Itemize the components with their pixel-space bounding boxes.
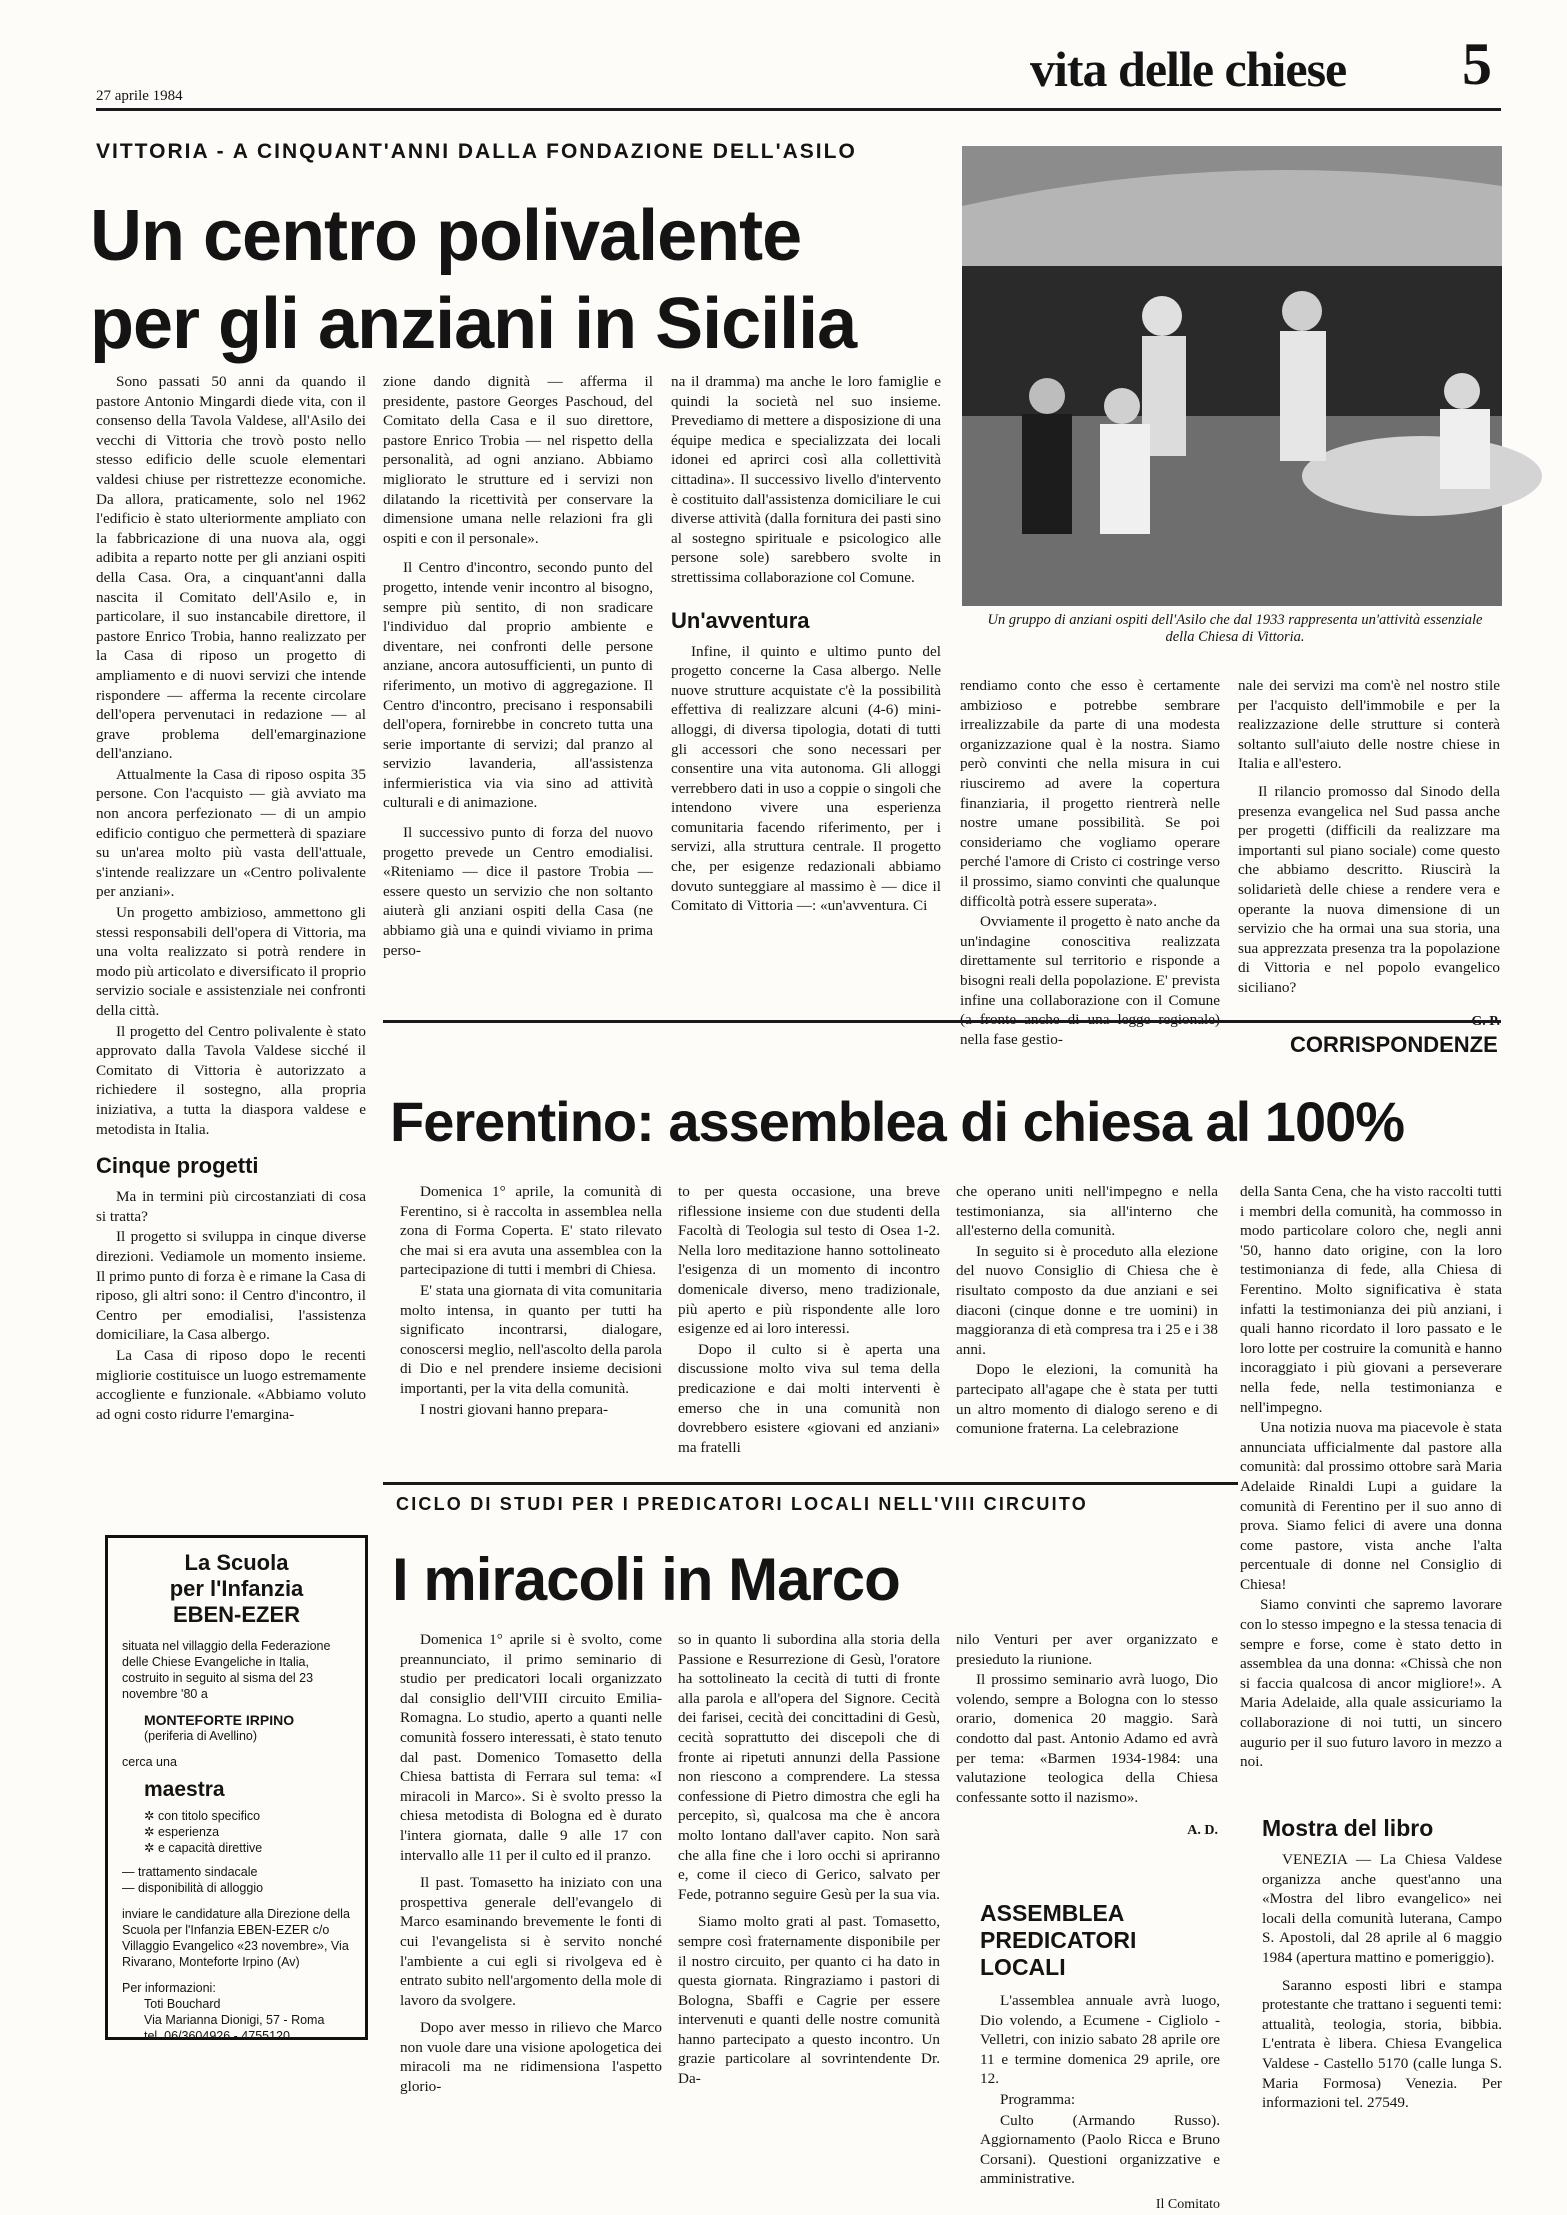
paragraph: Il Centro d'incontro, secondo punto del progetto, intende venir incontro al bisogno, sempre più sentito, di non sradicare l'individuo dal proprio ambiente e diventare, nei confronti delle persone anziane, ancora autosufficienti, un punto di riferimento, un motivo di aggregazione. Il Centro d'incontro, precisano i responsabili dell'opera, fornirebbe in concreto tutta una serie importante di servizi; dal pranzo al servizio lavanderia, all'assistenza infermieristica via via sino ad attività culturali e di animazione. (383, 559, 653, 812)
header-rule (96, 108, 1501, 111)
section-title: vita delle chiese (1030, 41, 1347, 97)
assemblea-body (980, 1991, 1220, 2215)
ad-title-line1: La Scuola (184, 1550, 289, 1575)
issue-date: 27 aprile 1984 (96, 88, 183, 104)
asterisk-icon: ✲ (144, 1809, 158, 1823)
paragraph: Sono passati 50 anni da quando il pastore Antonio Mingardi diede vita, con il consenso della Tavola Valdese, all'Asilo dei vecchi di Vittoria che trovò posto nello stesso edificio delle scuole elementari valdesi chiuse per ristrettezze economiche. Da allora, praticamente, solo nel 1962 l'edificio è stato ulteriormente ampliato con la fabbricazione di una nuova ala, oggi adibita a reparto notte per gli anziani ospiti della Casa. Ora, a cinquant'anni dalla nascita il Comitato dell'Asilo e, in particolare, il suo instancabile direttore, il pastore Enrico Trobia, hanno realizzato per la Casa di riposo un progetto di ampliamento e di nuovi servizi che intende rispondere — afferma la recente circolare dell'opera pervenutaci in redazione — al grave problema dell'emarginazione dell'anziano. (96, 373, 366, 763)
article1-column-5 (1238, 676, 1500, 1031)
paragraph: nale dei servizi ma com'è nel nostro stile per l'acquisto dell'immobile e per la realizzazione delle strutture si conterà soltanto sull'aiuto delle nostre chiese in Italia e all'estero. (1238, 677, 1500, 773)
paragraph: VENEZIA — La Chiesa Valdese organizza anche quest'anno una «Mostra del libro evangelico» nei locali della comunità luterana, Campo S. Apostoli, dal 28 aprile al 6 maggio 1984 (apertura mattino e pomeriggio). (1262, 1851, 1502, 1966)
article1-title-line1: Un centro polivalente (90, 196, 802, 276)
article1-kicker: VITTORIA - A CINQUANT'ANNI DALLA FONDAZIONE DELL'ASILO (96, 140, 857, 163)
paragraph: Un progetto ambizioso, ammettono gli stessi responsabili dell'opera di Vittoria, ma una volta realizzato si potrà rendere in modo più articolato e diversificato il proprio servizio sociale e assistenziale nei confronti della città. (96, 904, 366, 1019)
assemblea-box (980, 1900, 1220, 2215)
article2-title: Ferentino: assemblea di chiesa al 100% (390, 1090, 1405, 1153)
paragraph: rendiamo conto che esso è certamente ambizioso e potrebbe sembrare irrealizzabile da parte di una modesta organizzazione qual è la nostra. Siamo però convinti che nella misura in cui riusciremo ad avere la copertura finanziaria, il progetto rientrerà nelle nostre umane possibilità. Se poi consideriamo che vogliamo operare perché l'amore di Cristo ci costringe verso il prossimo, siamo convinti che qualunque difficoltà potrà essere superata». (960, 677, 1220, 910)
article2-column-4 (1240, 1182, 1502, 1773)
ad-role: maestra (144, 1778, 225, 1801)
article1-column-1 (96, 372, 366, 1425)
assemblea-title-line2: PREDICATORI LOCALI (980, 1927, 1137, 1980)
ad-send-instructions: inviare le candidature alla Direzione della Scuola per l'Infanzia EBEN-EZER c/o Villaggio Evangelico «23 novembre», Via Rivarano, Monteforte Irpino (Av) (122, 1907, 350, 1969)
subhead-un-avventura: Un'avventura (671, 607, 810, 633)
paragraph: La Casa di riposo dopo le recenti migliorie costituisce un luogo estremamente accogliente e funzionale. «Abbiamo voluto ad ogni costo ridurre l'emargina- (96, 1346, 366, 1423)
ad-requirement-2: ✲ esperienza (144, 1825, 220, 1839)
paragraph: E' stata una giornata di vita comunitaria molto intensa, in quanto per tutti ha significato incontrarsi, dialogare, conoscersi meglio, nell'ascolto della parola di Dio e nel prendere insieme decisioni importanti, per la vita della comunità. (400, 1281, 662, 1397)
article3-column-3 (956, 1630, 1218, 1841)
article2-section-label: CORRISPONDENZE (1290, 1032, 1498, 1057)
paragraph: Infine, il quinto e ultimo punto del progetto concerne la Casa albergo. Nelle nuove strutture acquistate c'è la possibilità effettiva di realizzare alcuni (4-6) mini-alloggi, di diversa tipologia, dotati di tutti gli accessori che sono necessari per consentire una vita autonoma. Gli alloggi verrebbero dati in uso a coppie o singoli che intendono vivere una esperienza comunitaria facendo riferimento, per i servizi, alla struttura centrale. Il progetto che, per esigenze redazionali abbiamo dovuto sunteggiare al massimo è — dice il Comitato di Vittoria —: «un'avventura. Ci (671, 642, 941, 915)
paragraph: Saranno esposti libri e stampa protestante che trattano i seguenti temi: attualità, teologia, storia, bibbia. L'entrata è libera. Chiesa Evangelica Valdese - Castello 5170 (calle lunga S. Maria Formosa) Venezia. Per informazioni tel. 27549. (1262, 1976, 1502, 2112)
paragraph: nilo Venturi per aver organizzato e presieduto la riunione. (956, 1631, 1218, 1668)
article2-column-2 (678, 1182, 940, 1458)
article1-column-4 (960, 676, 1220, 1050)
article3-column-2 (678, 1630, 940, 2090)
article1-title-line2: per gli anziani in Sicilia (90, 284, 857, 364)
paragraph: Siamo convinti che sapremo lavorare con lo stesso impegno e la stessa tenacia di sempre e forse, come è stato detto in assemblea da una donna: «Chissà che non si faccia qualcosa di ancor migliore!». A Maria Adelaide, alla quale assicuriamo la collaborazione di noi tutti, un sincero augurio per il suo futuro lavoro in mezzo a noi. (1240, 1596, 1502, 1771)
article2-column-3 (956, 1182, 1218, 1440)
paragraph: Il rilancio promosso dal Sinodo della presenza evangelica nel Sud passa anche per progetti (difficili da realizzare ma importanti sul piano sociale) come questo che abbiamo descritto. Riuscirà la solidarietà delle chiese a rendere vera e operante la nuova dimensione di un servizio che ha ormai una sua storia, una sua apprezzata presenza tra la popolazione di Vittoria e nel popolo evangelico siciliano? (1238, 782, 1500, 996)
asterisk-icon: ✲ (144, 1825, 158, 1839)
paragraph: Programma: (1000, 2090, 1076, 2108)
ad-offer-1: — trattamento sindacale (122, 1865, 258, 1879)
paragraph: Ma in termini più circostanziati di cosa si tratta? (96, 1188, 366, 1225)
paragraph: so in quanto li subordina alla storia della Passione e Resurrezione di Gesù, l'oratore ha sottolineato la cecità di tutti di fronte alla parola e all'opera del Signore. Cecità dei farisei, cecità dei concittadini di Gesù, cecità soprattutto dei discepoli che di fronte ai ripetuti annunzi della Passione non riescono a comprendere. La stessa confessione di Pietro dimostra che egli ha percepito, sì, qualcosa ma che è ancora molto lontano dall'aver capito. Non sarà che alla fine che i loro occhi si apriranno e, come il cieco di Gerico, salvato per Fede, potranno seguire Gesù per la sua via. (678, 1631, 940, 1903)
paragraph: zione dando dignità — afferma il presidente, pastore Georges Paschoud, del Comitato della Casa e il suo direttore, pastore Enrico Trobia — nel rispetto della personalità, ad ogni anziano. Abbiamo migliorato le strutture ed i servizi non dilatando la ricettività per conservare la dimensione umana nelle relazioni fra gli ospiti e con il personale». (383, 373, 653, 547)
paragraph: Attualmente la Casa di riposo ospita 35 persone. Con l'acquisto — già avviato ma non ancora perfezionato — di un ampio edificio contiguo che permetterà di spaziare su un'area molto più vasta dell'attuale, s'intende realizzare un «Centro polivalente per anziani». (96, 765, 366, 901)
page-number: 5 (1462, 31, 1492, 97)
photo-elderly-group (962, 146, 1502, 606)
paragraph: Siamo molto grati al past. Tomasetto, sempre così fraternamente disponibile per il nostro circuito, per quanto ci ha dato in questa giornata. Ringraziamo i pastori di Bologna, Sbaffi e Cagrie per essere intervenuti e quanti delle nostre comunità hanno partecipato a questo incontro. Un grazie particolare al sovrintendente Dr. Da- (678, 1913, 940, 2088)
mostra-section (1262, 1814, 1502, 2114)
paragraph: della Santa Cena, che ha visto raccolti tutti i membri della comunità, ha commosso in modo particolare coloro che, negli anni '50, hanno dato origine, con la loro testimonianza di fede, alla Chiesa di Ferentino. Molto significativa è stata infatti la testimonianza dei più anziani, i quali hanno ricordato il loro passato e le loro lotte per costruire la comunità e hanno incoraggiato i più giovani a perseverare nella fede, nella testimonianza e nell'impegno. (1240, 1183, 1502, 1416)
paragraph: Il prossimo seminario avrà luogo, Dio volendo, sempre a Bologna con lo stesso orario, domenica 20 maggio. Sarà condotto dal past. Antonio Adamo ed avrà per tema: «Barmen 1934-1984: una valutazione teologica della Chiesa confessante sotto il nazismo». (956, 1671, 1218, 1806)
paragraph: na il dramma) ma anche le loro famiglie e quindi la società nel suo insieme. Prevediamo di mettere a disposizione di una équipe medica e specializzata dei locali idonei ed aprirci così alla collettività cittadina». Il successivo livello d'intervento è costituito dall'assistenza domiciliare le cui diverse attività (dalla fornitura dei pasti sino al sostegno spirituale e psicologico alle persone sole) sarebbero svolte in strettissima collaborazione col Comune. (671, 373, 941, 586)
asterisk-icon: ✲ (144, 1841, 158, 1855)
paragraph: Dopo aver messo in rilievo che Marco non vuole dare una visione apologetica dei miracoli ma ne ridimensiona l'aspetto glorio- (400, 2019, 662, 2096)
paragraph: Culto (Armando Russo). Aggiornamento (Paolo Ricca e Bruno Corsani). Questioni organizzative e amministrative. (980, 2111, 1220, 2188)
ad-description: situata nel villaggio della Federazione delle Chiese Evangeliche in Italia, costruito in seguito al sisma del 23 novembre '80 a (122, 1639, 331, 1701)
mostra-body (1262, 1850, 1502, 2113)
article2-top-rule (383, 1020, 1501, 1023)
article3-title: I miracoli in Marco (392, 1546, 900, 1613)
paragraph: Il successivo punto di forza del nuovo progetto prevede un Centro emodialisi. «Riteniamo — dice il pastore Trobia — essere questo un servizio che non soltanto aiuterà gli anziani ospiti della Casa (ne abbiamo già una e quindi viviamo in prima perso- (383, 824, 653, 959)
article3-signature: A. D. (1187, 1823, 1218, 1839)
ad-box-eben-ezer (105, 1535, 368, 2043)
ad-info-label: Per informazioni: (122, 1981, 216, 1995)
photo-caption: Un gruppo di anziani ospiti dell'Asilo che dal 1933 rappresenta un'attività essenziale della Chiesa di Vittoria. (987, 612, 1483, 645)
paragraph: Una notizia nuova ma piacevole è stata annunciata ufficialmente dal pastore alla comunità: dal prossimo ottobre sarà Maria Adelaide Rinaldi Lupi a guidare la comunità di Ferentino per il suo anno di prova. Siamo felici di avere una donna come pastore, vista anche l'alta percentuale di donne nel Consiglio di Chiesa! (1240, 1419, 1502, 1593)
article1-column-3 (671, 372, 941, 917)
article3-kicker: CICLO DI STUDI PER I PREDICATORI LOCALI NELL'VIII CIRCUITO (396, 1494, 1088, 1514)
paragraph: Domenica 1° aprile, la comunità di Ferentino, si è raccolta in assemblea nella zona di Forma Coperta. E' stato rilevato che mai si era avuta una assemblea con la partecipazione di tutti i membri di Chiesa. (400, 1183, 662, 1279)
ad-requirement-1: ✲ con titolo specifico (144, 1809, 261, 1823)
photo-illustration (962, 146, 1502, 606)
ad-info-phone: tel. 06/3604926 - 4755120 (144, 2029, 290, 2043)
paragraph: I nostri giovani hanno prepara- (420, 1400, 609, 1418)
paragraph: Il progetto del Centro polivalente è stato approvato dalla Tavola Valdese sicché il Comitato di Vittoria è autorizzato a richiedere il sostegno, alla propria iniziativa, a tutta la diaspora valdese e metodista in Italia. (96, 1022, 366, 1138)
paragraph: Domenica 1° aprile si è svolto, come preannunciato, il primo seminario di studio per predicatori locali organizzato dal consiglio dell'VIII circuito Emilia-Romagna. Lo studio, aperto a quanti nelle comunità fossero interessati, è stato tenuto dal past. Domenico Tomasetto della Chiesa battista di Ferrara sul tema: «I miracoli in Marco». Si è svolto presso la chiesa metodista di Bologna ed è durato l'intera giornata, dalle 9 alle 17 con intervallo alle 11 per il culto ed il pranzo. (400, 1631, 662, 1864)
ad-requirement-3: ✲ e capacità direttive (144, 1841, 263, 1855)
article3-top-rule (383, 1482, 1238, 1485)
paragraph: Il past. Tomasetto ha iniziato con una prospettiva generale dell'evangelo di Marco esaminando brevemente le fonti di cui l'evangelista si è servito nonché l'ambiente a cui egli si rivolgeva ed è entrato subito nell'argomento della mole di lavoro da svolgere. (400, 1874, 662, 2009)
ad-info-address: Via Marianna Dionigi, 57 - Roma (144, 2013, 325, 2027)
paragraph: Dopo il culto si è aperta una discussione molto viva sul tema della predicazione e dai molti interventi è emerso che in una comunità non dovrebbero esistere «giovani ed anziani» ma fratelli (678, 1340, 940, 1456)
article1-column-2 (383, 372, 653, 961)
ad-info-name: Toti Bouchard (144, 1997, 221, 2011)
ad-place: MONTEFORTE IRPINO (144, 1712, 295, 1728)
paragraph: Ovviamente il progetto è nato anche da un'indagine conoscitiva realizzata direttamente sul territorio e risponde a bisogni reali della popolazione. E' prevista infine una collaborazione con il Comune nella fase gestio- (960, 913, 1220, 1048)
paragraph: L'assemblea annuale avrà luogo, Dio volendo, a Ecumene - Cigliolo - Velletri, con inizio sabato 28 aprile ore 11 e termine domenica 29 aprile, ore 12. (980, 1992, 1220, 2088)
ad-cerca: cerca una (122, 1755, 177, 1769)
paragraph: Il progetto si sviluppa in cinque diverse direzioni. Vediamole un momento insieme. Il primo punto di forza è e rimane la Casa di riposo, gli altri sono: il Centro d'incontro, il Centro per emodialisi, l'assistenza domiciliare, la Casa albergo. (96, 1228, 366, 1344)
paragraph: to per questa occasione, una breve riflessione insieme con due studenti della Facoltà di Teologia sul testo di Osea 1-2. Nella loro meditazione hanno sottolineato l'esigenza di un momento di incontro domenicale diverso, meno tradizionale, più aperto e più rispondente alle loro esigenze ed ai loro interessi. (678, 1183, 940, 1338)
mostra-title: Mostra del libro (1262, 1815, 1434, 1841)
assemblea-signature: Il Comitato (1155, 2196, 1220, 2212)
ad-title-line2: per l'Infanzia (169, 1576, 304, 1601)
assemblea-title-line1: ASSEMBLEA (980, 1900, 1125, 1926)
ad-title-line3: EBEN-EZER (172, 1602, 301, 1627)
ad-offer-2: — disponibilità di alloggio (122, 1881, 264, 1895)
subhead-cinque-progetti: Cinque progetti (96, 1153, 259, 1179)
ad-place-sub: (periferia di Avellino) (144, 1729, 258, 1743)
paragraph: In seguito si è proceduto alla elezione del nuovo Consiglio di Chiesa che è risultato composto da due anziani e sei diaconi (cinque donne e tre uomini) in maggioranza di età compresa tra i 25 e i 38 anni. (956, 1242, 1218, 1358)
paragraph: che operano uniti nell'impegno e nella testimonianza, sia all'interno che all'esterno della comunità. (956, 1183, 1218, 1240)
article2-column-1 (400, 1182, 662, 1420)
article3-column-1 (400, 1630, 662, 2098)
paragraph: Dopo le elezioni, la comunità ha partecipato all'agape che è stata per tutti un altro momento di dialogo sereno e di comunione fraterna. La celebrazione (956, 1361, 1218, 1438)
